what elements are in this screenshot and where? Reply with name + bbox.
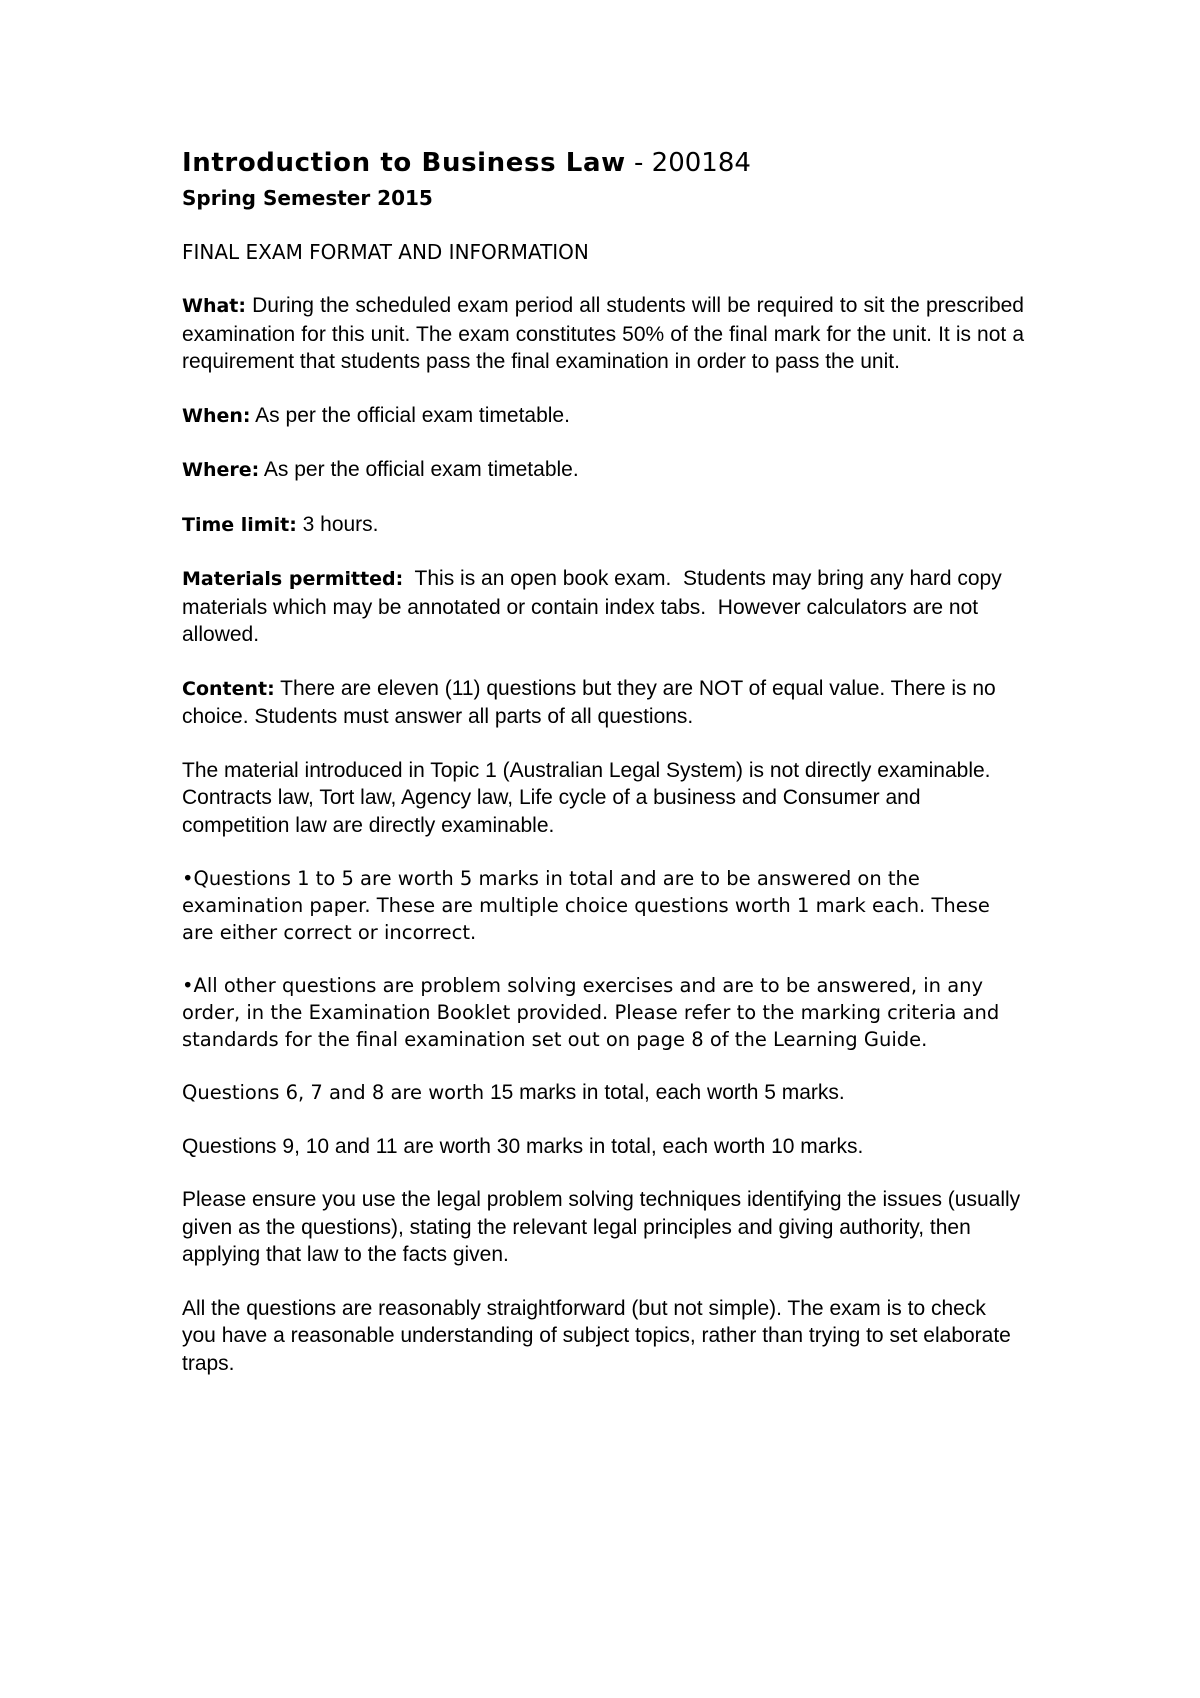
what-text: During the scheduled exam period all students will be required to sit the prescribed examination for this unit. The exam constitutes 50% of the final mark for the unit. It is not a requirement that students pass the final examination in order to pass the unit. xyxy=(182,294,1024,373)
closing-paragraph: All the questions are reasonably straightforward (but not simple). The exam is to check you have a reasonable understanding of subject topics, rather than trying to set elaborate traps. xyxy=(182,1296,1011,1375)
materials-label: Materials permitted: xyxy=(182,568,404,590)
time-limit-text: 3 hours. xyxy=(296,512,379,536)
where-text: As per the official exam timetable. xyxy=(259,458,579,481)
content-paragraph xyxy=(182,675,1024,731)
questions-9-11-paragraph: Questions 9, 10 and 11 are worth 30 marks in total, each worth 10 marks. xyxy=(182,1134,864,1158)
unit-code: - 200184 xyxy=(625,148,751,178)
content-text: There are eleven (11) questions but they are NOT of equal value. There is no choice. Students must answer all parts of all questions. xyxy=(182,676,996,728)
when-label: When: xyxy=(182,404,251,427)
questions-6-8-prefix: Questions 6, 7 and 8 are worth xyxy=(182,1081,485,1104)
questions-6-8-paragraph xyxy=(182,1079,1024,1107)
questions-6-8-rest: 15 marks in total, each worth 5 marks. xyxy=(484,1081,845,1104)
materials-paragraph xyxy=(182,565,1024,649)
unit-name: Introduction to Business Law xyxy=(182,148,626,178)
semester-label: Spring Semester 2015 xyxy=(182,186,433,210)
topic-paragraph: The material introduced in Topic 1 (Australian Legal System) is not directly examinable. Contracts law, Tort law, Agency law, Life cycle of a business and Consumer and competition law are directly examinable. xyxy=(182,758,991,837)
content-label: Content: xyxy=(182,677,275,700)
what-label: What: xyxy=(182,295,246,317)
section-heading: FINAL EXAM FORMAT AND INFORMATION xyxy=(182,240,589,264)
bullet-mcq: •Questions 1 to 5 are worth 5 marks in total and are to be answered on the examination paper. These are multiple choice questions worth 1 mark each. These are either correct or incorrect. xyxy=(182,867,990,944)
when-text: As per the official exam timetable. xyxy=(250,403,570,427)
technique-paragraph: Please ensure you use the legal problem solving techniques identifying the issues (usually given as the questions), stating the relevant legal principles and giving authority, then applying that law to the facts given. xyxy=(182,1188,1021,1266)
where-paragraph xyxy=(182,456,1024,485)
when-paragraph xyxy=(182,402,1024,431)
time-limit-paragraph xyxy=(182,511,1024,540)
bullet-problem-solving: •All other questions are problem solving exercises and are to be answered, in any order, in the Examination Booklet provided. Please refer to the marking criteria and standards for the final examination set out on page 8 of the Learning Guide. xyxy=(182,974,1000,1051)
document-page xyxy=(182,148,1024,1377)
where-label: Where: xyxy=(182,459,260,481)
what-paragraph xyxy=(182,292,1024,376)
document-title xyxy=(182,148,1024,178)
time-limit-label: Time limit: xyxy=(182,513,297,536)
materials-text: This is an open book exam. Students may bring any hard copy materials which may be annotated or contain index tabs. However calculators are not allowed. xyxy=(182,567,1008,646)
